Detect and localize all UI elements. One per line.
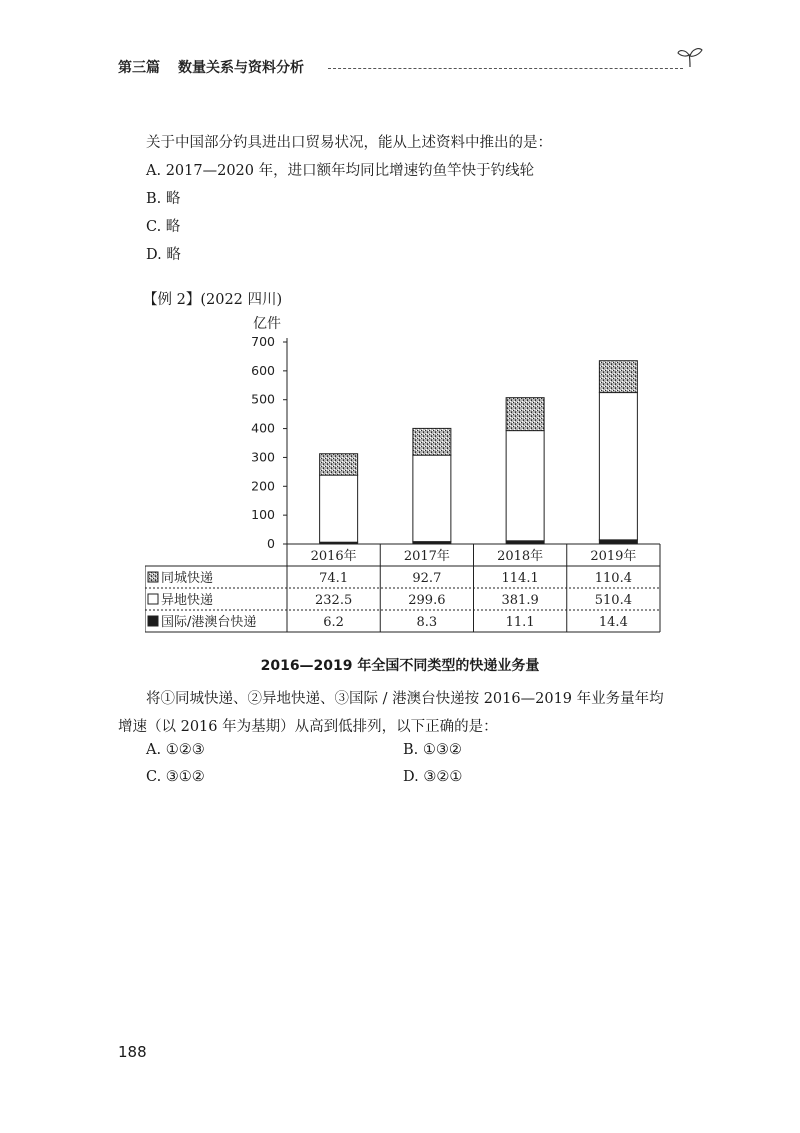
question1-option-b: B. 略 xyxy=(146,191,181,207)
legend-entry: 同城快递 xyxy=(161,571,214,586)
bar-segment xyxy=(320,475,358,542)
y-tick-label: 600 xyxy=(251,362,275,378)
legend-entry: 异地快递 xyxy=(161,593,214,608)
data-label: 510.4 xyxy=(594,593,632,608)
y-tick-label: 300 xyxy=(251,449,275,465)
example-label: 【例 2】(2022 四川) xyxy=(143,292,283,308)
data-label: 74.1 xyxy=(319,571,349,586)
data-label: 114.1 xyxy=(501,571,539,586)
data-label: 299.6 xyxy=(408,593,446,608)
y-tick-label: 400 xyxy=(251,420,275,436)
bar-segment xyxy=(413,455,451,541)
data-label: 110.4 xyxy=(594,571,632,586)
legend-swatch xyxy=(148,572,158,582)
data-label: 92.7 xyxy=(412,571,442,586)
y-tick-label: 700 xyxy=(251,334,275,349)
data-label: 232.5 xyxy=(315,593,353,608)
question1-option-d: D. 略 xyxy=(146,247,181,263)
legend-swatch xyxy=(148,616,158,626)
question1-stem: 关于中国部分钓具进出口贸易状况，能从上述资料中推出的是： xyxy=(146,135,552,151)
y-tick-label: 0 xyxy=(267,536,275,551)
x-tick-label: 2019年 xyxy=(590,549,637,564)
question2-option-d: D. ③②① xyxy=(403,769,463,785)
header-rule xyxy=(328,68,683,69)
question2-option-b: B. ①③② xyxy=(403,742,462,758)
data-label: 6.2 xyxy=(323,615,344,630)
header-part: 第三篇 xyxy=(118,60,160,76)
chart-caption: 2016—2019 年全国不同类型的快递业务量 xyxy=(260,658,540,674)
x-tick-label: 2018年 xyxy=(497,549,544,564)
x-tick-label: 2017年 xyxy=(403,549,450,564)
y-tick-label: 100 xyxy=(251,507,275,523)
y-tick-label: 500 xyxy=(251,391,275,407)
x-tick-label: 2016年 xyxy=(310,549,357,564)
bar-segment xyxy=(599,361,637,393)
sprout-icon xyxy=(677,46,703,68)
stacked-bar-chart xyxy=(145,310,665,640)
legend-swatch xyxy=(148,594,158,604)
bar-segment xyxy=(320,454,358,475)
question1-option-c: C. 略 xyxy=(146,219,181,235)
bar-segment xyxy=(599,540,637,544)
bar-segment xyxy=(413,428,451,455)
bar-segment xyxy=(599,393,637,540)
header-title: 数量关系与资料分析 xyxy=(178,60,304,76)
bar-segment xyxy=(506,431,544,541)
question2-option-a: A. ①②③ xyxy=(146,742,205,758)
legend-entry: 国际/港澳台快递 xyxy=(161,615,257,630)
question2-stem-line1: 将①同城快递、②异地快递、③国际 / 港澳台快递按 2016—2019 年业务量年均 xyxy=(146,691,664,707)
question2-option-c: C. ③①② xyxy=(146,769,205,785)
data-label: 11.1 xyxy=(505,615,535,630)
data-label: 381.9 xyxy=(501,593,539,608)
y-axis-label: 亿件 xyxy=(253,316,281,332)
y-tick-label: 200 xyxy=(251,478,275,494)
data-label: 8.3 xyxy=(416,615,438,630)
bar-segment xyxy=(506,398,544,431)
question2-stem-line2: 增速（以 2016 年为基期）从高到低排列，以下正确的是： xyxy=(118,719,498,735)
data-label: 14.4 xyxy=(598,615,628,630)
running-header xyxy=(118,52,703,76)
page-number: 188 xyxy=(118,1043,147,1061)
question1-option-a: A. 2017—2020 年，进口额年均同比增速钓鱼竿快于钓线轮 xyxy=(146,163,535,179)
